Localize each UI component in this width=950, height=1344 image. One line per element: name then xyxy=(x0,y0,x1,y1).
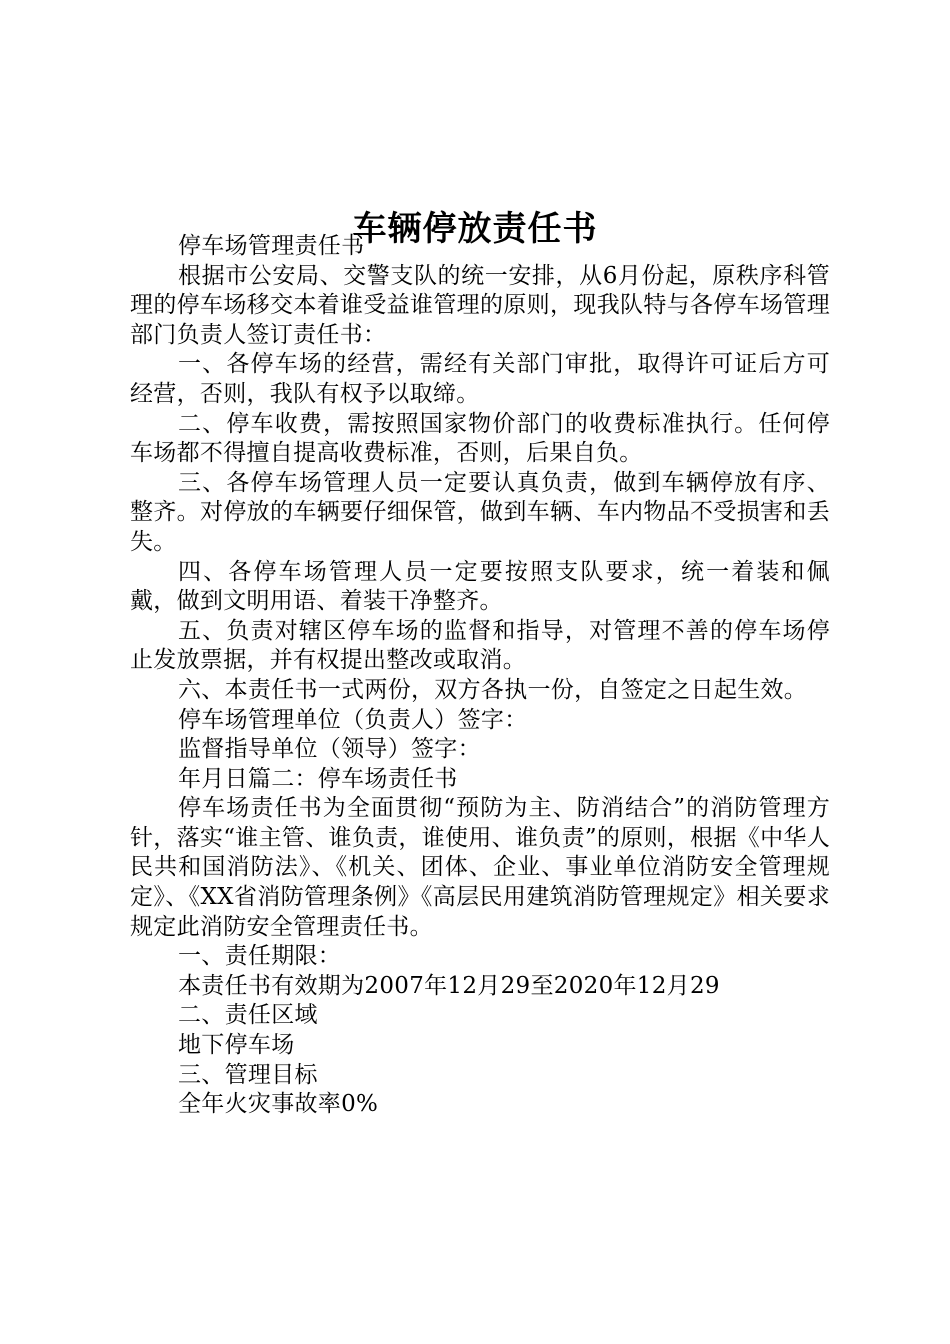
paragraph: 停车场管理责任书 xyxy=(178,233,365,259)
document-body xyxy=(130,232,830,1120)
paragraph: 六、本责任书一式两份，双方各执一份，自签定之日起生效。 xyxy=(178,676,808,703)
paragraph: 四、各停车场管理人员一定要按照支队要求，统一着装和佩戴，做到文明用语、着装干净整齐。 xyxy=(130,558,830,615)
paragraph: 二、停车收费，需按照国家物价部门的收费标准执行。任何停车场都不得擅自提高收费标准，否则，后果自负。 xyxy=(130,410,830,467)
paragraph: 一、责任期限： xyxy=(178,943,342,970)
paragraph: 停车场管理单位（负责人）签字： xyxy=(178,706,528,733)
paragraph: 监督指导单位（领导）签字： xyxy=(178,736,481,763)
paragraph: 全年火灾事故率0% xyxy=(178,1091,379,1118)
paragraph: 三、管理目标 xyxy=(178,1061,318,1088)
paragraph: 一、各停车场的经营，需经有关部门审批，取得许可证后方可经营，否则，我队有权予以取缔。 xyxy=(130,351,830,407)
document-title: 车辆停放责任书 xyxy=(352,208,598,249)
paragraph: 地下停车场 xyxy=(178,1032,295,1059)
paragraph: 三、各停车场管理人员一定要认真负责，做到车辆停放有序、整齐。对停放的车辆要仔细保管，做到车辆、车内物品不受损害和丢失。 xyxy=(130,469,830,555)
paragraph: 根据市公安局、交警支队的统一安排，从6月份起，原秩序科管理的停车场移交本着谁受益谁管理的原则，现我队特与各停车场管理部门负责人签订责任书： xyxy=(130,262,830,348)
paragraph: 停车场责任书为全面贯彻“预防为主、防消结合”的消防管理方针，落实“谁主管、谁负责，谁使用、谁负责”的原则，根据《中华人民共和国消防法》、《机关、团体、企业、事业单位消防安全管理规定》、《XX省消防管理条例》《高层民用建筑消防管理规定》相关要求规定此消防安全管理责任书。 xyxy=(130,795,830,940)
paragraph: 五、负责对辖区停车场的监督和指导，对管理不善的停车场停止发放票据，并有权提出整改或取消。 xyxy=(130,617,830,674)
paragraph: 年月日篇二：停车场责任书 xyxy=(178,765,458,792)
paragraph: 本责任书有效期为2007年12月29至2020年12月29 xyxy=(178,972,720,999)
paragraph: 二、责任区域 xyxy=(178,1002,318,1029)
